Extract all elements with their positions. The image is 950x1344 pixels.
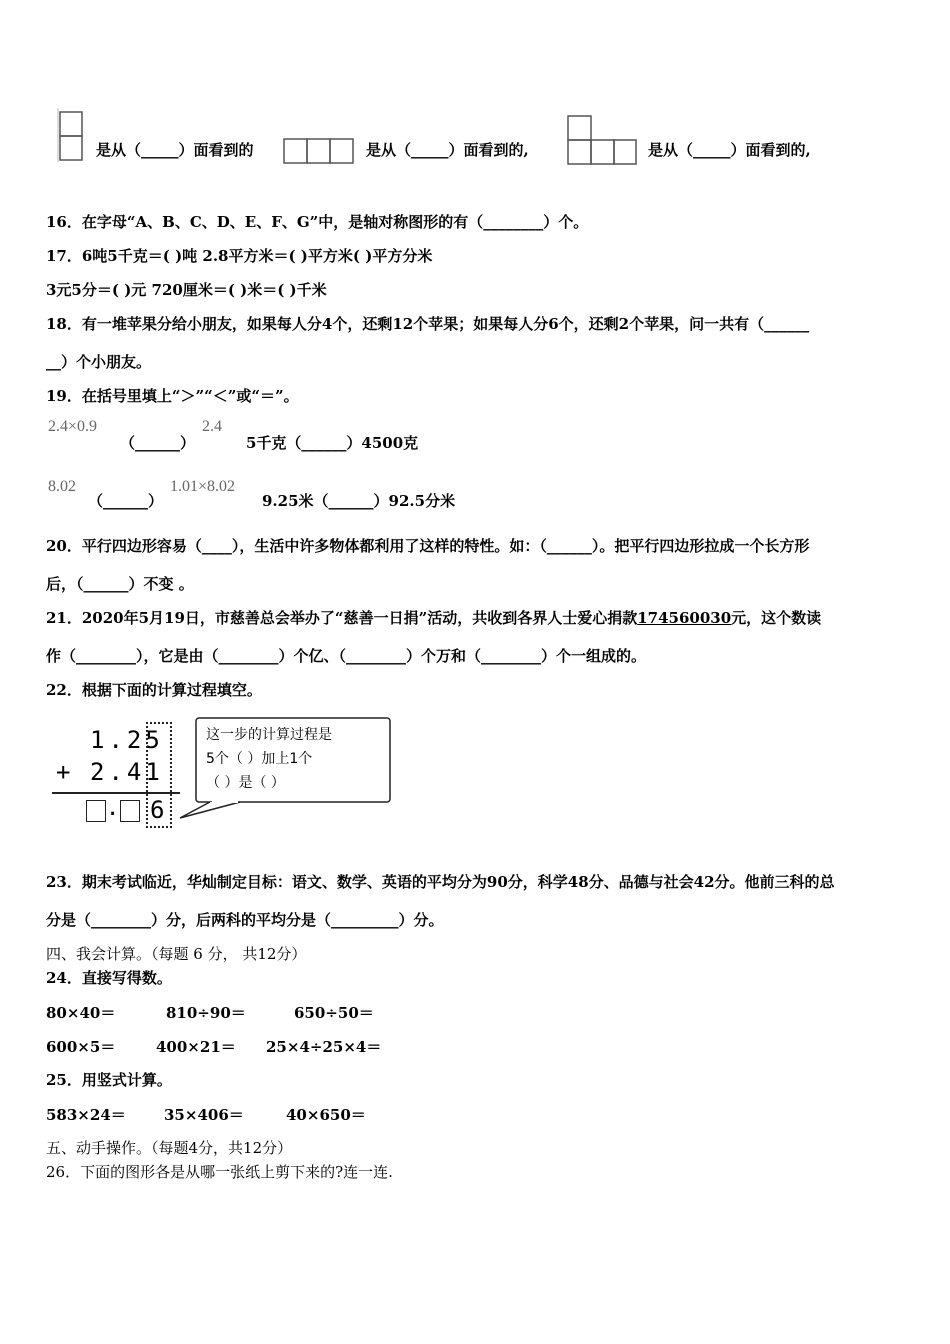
question-24-title: 24．直接写得数。 [46,969,172,987]
question-19-title: 19．在括号里填上“＞”“＜”或“＝”。 [46,387,299,405]
q21-line1-post: 元，这个数读 [731,609,822,627]
question-20-line1: 20．平行四边形容易（____），生活中许多物体都利用了这样的特性。如：（______）。把平行四边形拉成一个长方形 [46,537,810,555]
q15-view2-text: 是从（_____）面看到的, [366,141,529,159]
highlight-column [146,722,172,828]
q24-r1-c2: 810÷90＝ [166,1004,246,1022]
view-figure-2 [282,136,356,166]
question-25-title: 25．用竖式计算。 [46,1071,172,1089]
question-26: 26．下面的图形各是从哪一张纸上剪下来的?连一连. [46,1163,393,1181]
q24-r1-c3: 650÷50＝ [294,1004,374,1022]
q19-c-left: 8.02 [48,478,76,495]
question-18-line1: 18．有一堆苹果分给小朋友，如果每人分4个，还剩12个苹果；如果每人分6个，还剩2个苹果，问一共有（______ [46,315,810,333]
q19-a-blank: （______） [120,434,196,452]
q25-c1: 583×24＝ [46,1106,126,1124]
q25-c3: 40×650＝ [286,1106,366,1124]
question-22-title: 22．根据下面的计算过程填空。 [46,681,262,699]
question-16: 16．在字母“A、B、C、D、E、F、G”中，是轴对称图形的有（________）个。 [46,213,589,231]
bubble-line-3: （ ）是（ ） [206,775,285,791]
plus-sign: + [56,758,71,786]
question-18-line2: __）个小朋友。 [46,353,152,371]
bubble-line-1: 这一步的计算过程是 [206,727,332,743]
question-20-line2: 后，（______）不变 。 [46,575,194,593]
bubble-line-2: 5个（ ）加上1个 [206,751,313,767]
q19-c-right: 1.01×8.02 [170,478,236,495]
q24-r1-c1: 80×40＝ [46,1004,116,1022]
view-figure-1 [56,104,86,164]
q24-r2-c3: 25×4÷25×4＝ [266,1038,382,1056]
q19-c-blank: （______） [88,492,164,510]
q19-a-left: 2.4×0.9 [48,418,98,435]
q19-a-right: 2.4 [202,418,222,435]
q15-view3-text: 是从（_____）面看到的, [648,141,811,159]
result-box-2 [120,800,140,822]
q25-c2: 35×406＝ [164,1106,244,1124]
q19-d-text: 9.25米（______）92.5分米 [262,492,456,510]
q19-b-text: 5千克（______）4500克 [246,434,419,452]
q21-donation-number: 174560030 [637,609,732,627]
q24-r2-c2: 400×21＝ [156,1038,236,1056]
question-17-line1: 17．6吨5千克＝( )吨 2.8平方米＝( )平方米( )平方分米 [46,247,433,265]
q15-view1-text: 是从（_____）面看到的 [96,141,254,159]
question-23-line2: 分是（________）分，后两科的平均分是（_________）分。 [46,911,444,929]
q24-r2-c1: 600×5＝ [46,1038,116,1056]
question-23-line1: 23．期末考试临近，华灿制定目标：语文、数学、英语的平均分为90分，科学48分、品德与社会42分。他前三科的总 [46,873,835,891]
addend-1: 1.25 [90,726,164,754]
question-21-line1 [46,608,821,628]
result-last-digit: 6 [150,796,165,824]
question-21-line2: 作（________），它是由（________）个亿、（________）个万和（________）个一组成的。 [46,647,647,665]
view-figure-3 [565,112,639,166]
q21-line1-pre: 21．2020年5月19日，市慈善总会举办了“慈善一日捐”活动，共收到各界人士爱心捐款 [46,609,638,627]
result-box-1 [86,800,106,822]
addend-2: 2.41 [90,758,164,786]
vertical-addition-figure [50,716,400,832]
question-17-line2: 3元5分＝( )元 720厘米＝( )米＝( )千米 [46,281,327,299]
section-5-heading: 五、动手操作。（每题4分，共12分） [46,1139,293,1157]
section-4-heading: 四、我会计算。（每题 6 分， 共12分） [46,945,307,963]
result-dot: . [106,796,120,821]
